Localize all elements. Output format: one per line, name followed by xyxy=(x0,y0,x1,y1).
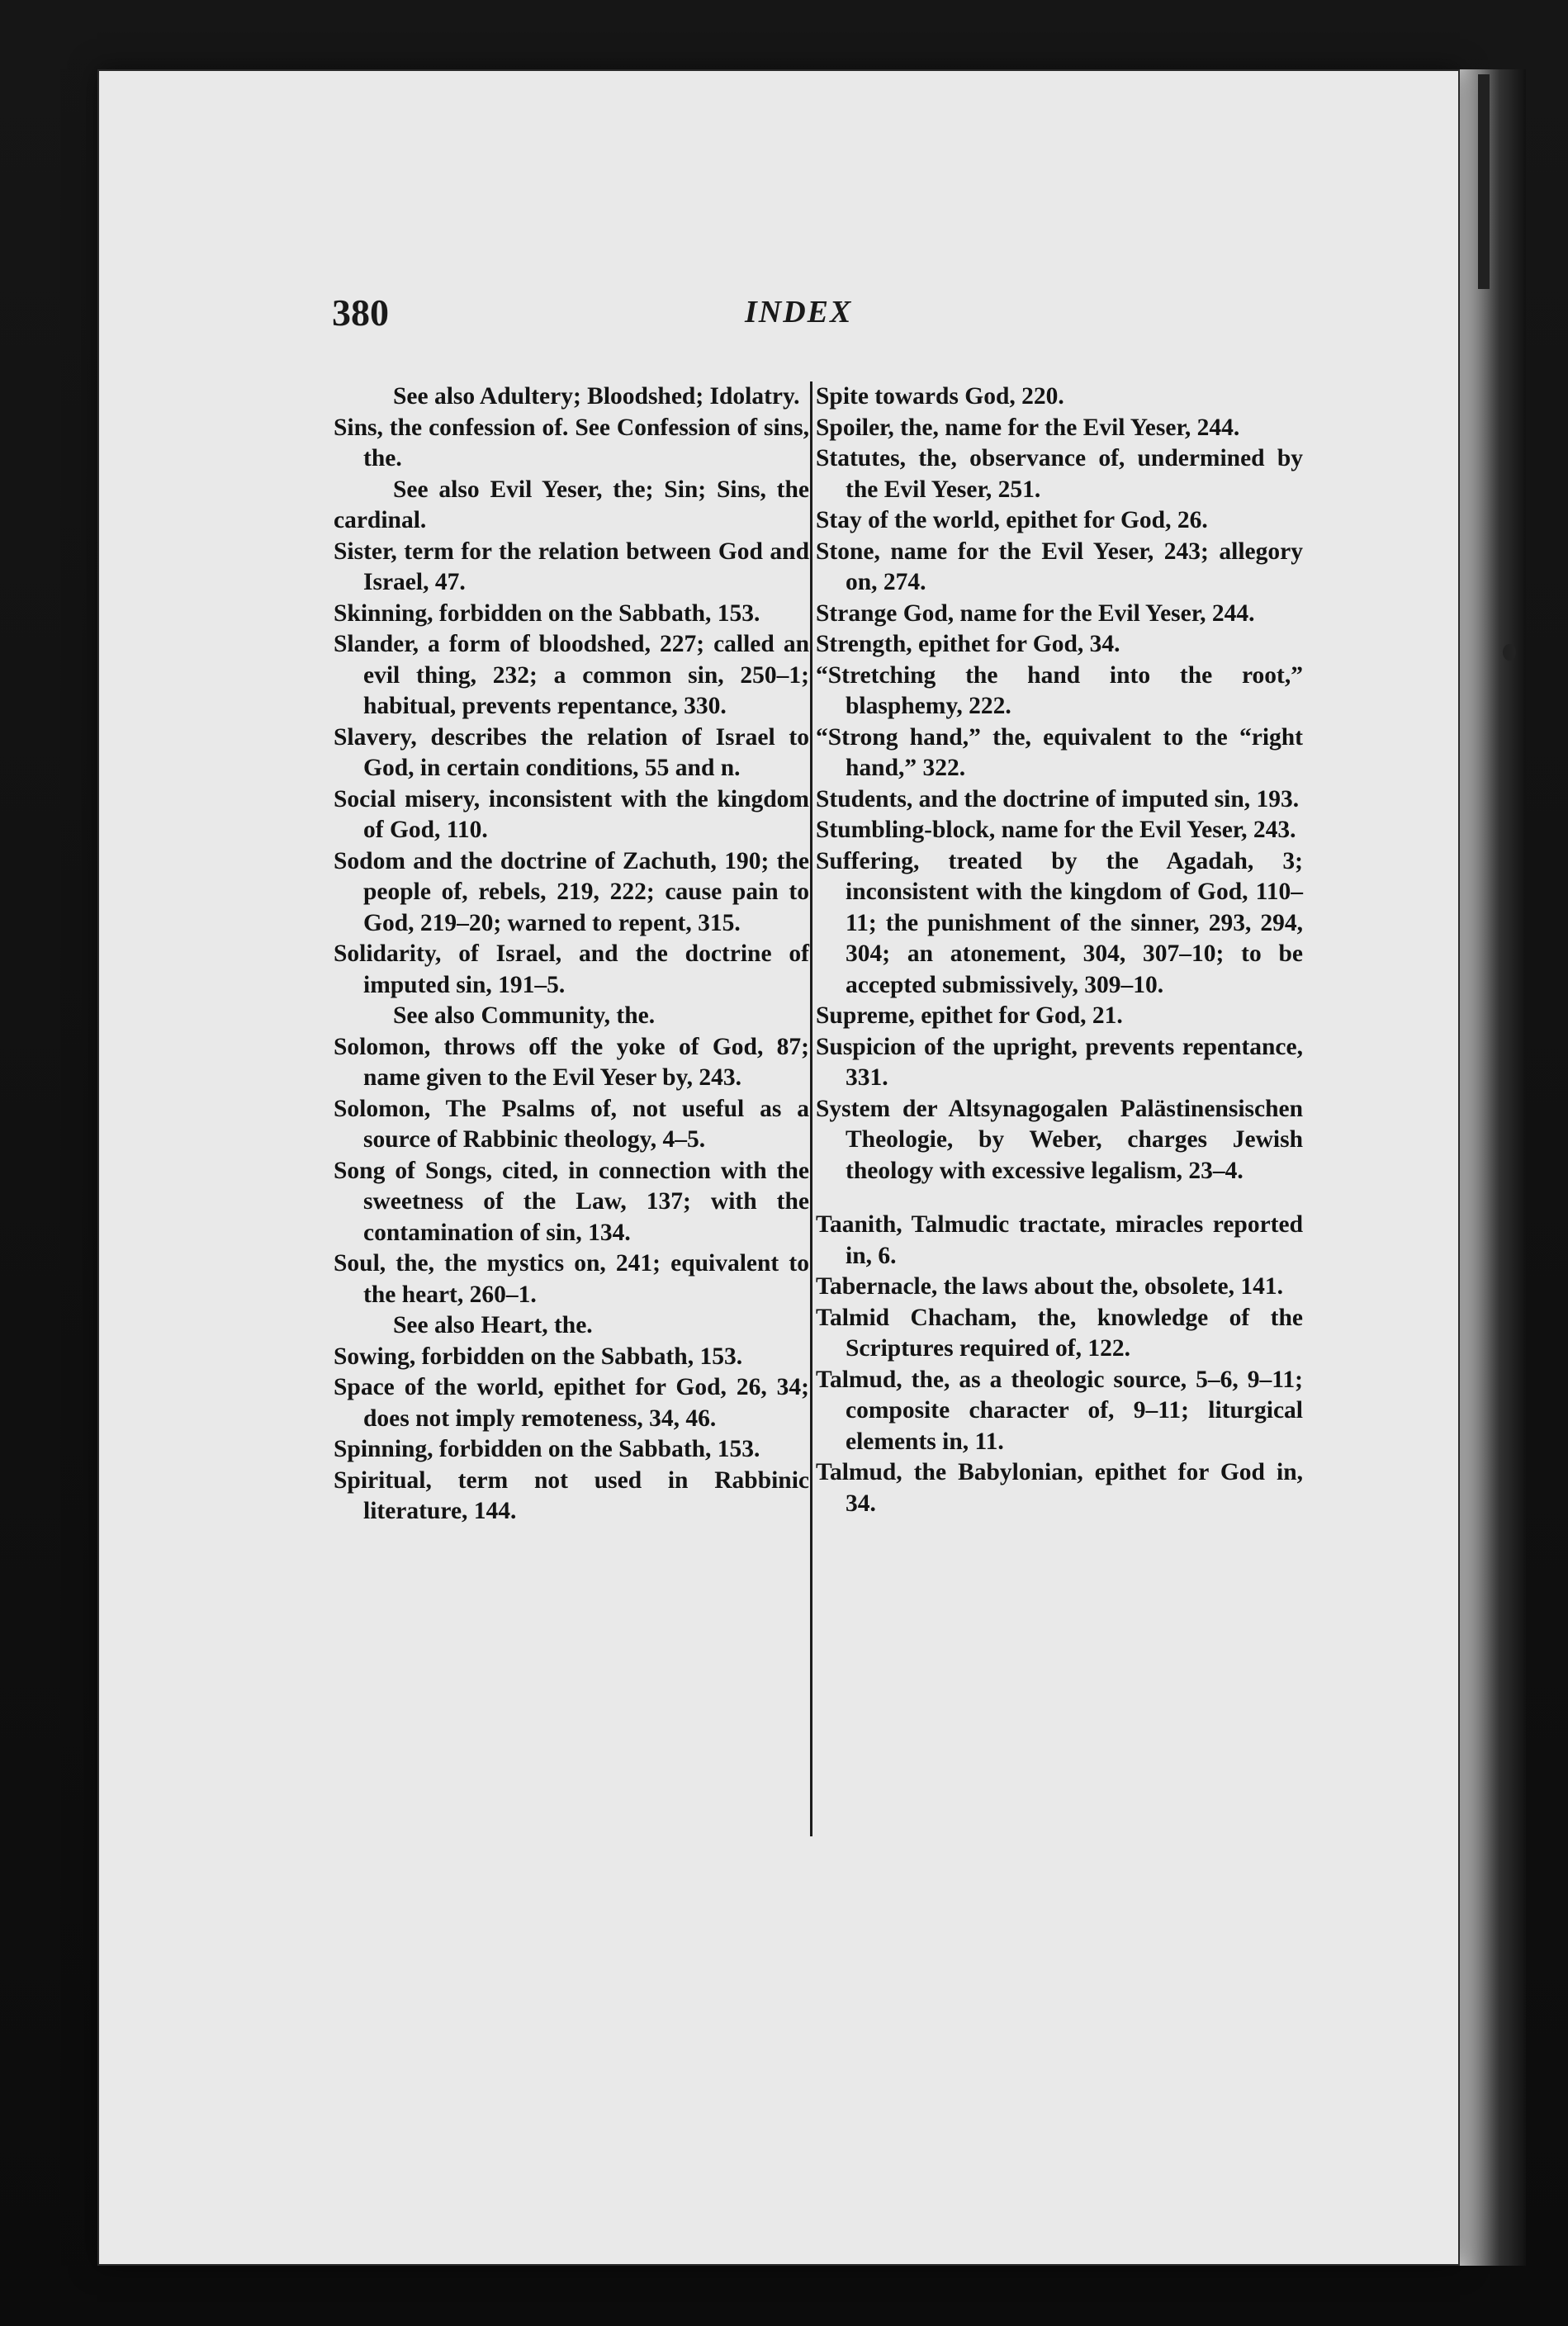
page-number: 380 xyxy=(332,291,389,334)
index-entry: Suspicion of the upright, prevents repentance, 331. xyxy=(816,1033,1303,1091)
index-entry: Slander, a form of bloodshed, 227; called an evil thing, 232; a common sin, 250–1; habitual, prevents repentance, 330. xyxy=(334,631,809,719)
index-entry: Space of the world, epithet for God, 26, 34; does not imply remoteness, 34, 46. xyxy=(334,1374,809,1432)
index-entry: Strength, epithet for God, 34. xyxy=(816,631,1120,657)
index-entry: Supreme, epithet for God, 21. xyxy=(816,1002,1123,1029)
page-header xyxy=(332,291,1306,348)
column-divider xyxy=(810,381,812,1836)
index-entry: Taanith, Talmudic tractate, miracles reported in, 6. xyxy=(816,1211,1303,1269)
index-entry: “Stretching the hand into the root,” blasphemy, 222. xyxy=(816,661,1303,719)
binding-edge xyxy=(1478,74,1490,289)
index-entry: Skinning, forbidden on the Sabbath, 153. xyxy=(334,599,760,627)
index-entry: Statutes, the, observance of, undermined by the Evil Yeser, 251. xyxy=(816,445,1303,503)
index-entry: Social misery, inconsistent with the kingdom of God, 110. xyxy=(334,785,809,843)
index-entry: Sins, the confession of. See Confession of sins, the. xyxy=(334,414,809,471)
index-cross-reference: See also Evil Yeser, the; Sin; Sins, the cardinal. xyxy=(334,476,809,533)
index-entry: Stone, name for the Evil Yeser, 243; allegory on, 274. xyxy=(816,538,1303,595)
section-gap xyxy=(816,1187,1303,1210)
index-entry: Sodom and the doctrine of Zachuth, 190; the people of, rebels, 219, 222; cause pain to God, 219–20; warned to repent, 315. xyxy=(334,847,809,936)
index-entry: Stumbling-block, name for the Evil Yeser, 243. xyxy=(816,817,1296,843)
page-edge-shadow xyxy=(1460,69,1526,2266)
index-entry: Slavery, describes the relation of Israel to God, in certain conditions, 55 and n. xyxy=(334,723,809,781)
index-cross-reference: See also Community, the. xyxy=(393,1002,656,1029)
index-entry: Talmid Chacham, the, knowledge of the Scriptures required of, 122. xyxy=(816,1304,1303,1362)
index-entry: Soul, the, the mystics on, 241; equivalent to the heart, 260–1. xyxy=(334,1250,809,1308)
index-entry: Spoiler, the, name for the Evil Yeser, 244. xyxy=(816,414,1240,441)
index-entry: Tabernacle, the laws about the, obsolete, 141. xyxy=(816,1273,1283,1300)
index-entry: Students, and the doctrine of imputed sin, 193. xyxy=(816,785,1300,812)
index-entry: Talmud, the, as a theologic source, 5–6, 9–11; composite character of, 9–11; liturgical elements in, 11. xyxy=(816,1366,1303,1455)
index-entry: Sowing, forbidden on the Sabbath, 153. xyxy=(334,1343,743,1370)
index-entry: Suffering, treated by the Agadah, 3; inconsistent with the kingdom of God, 110–11; the punishment of the sinner, 293, 294, 304; an atonement, 304, 307–10; to be accepted submissively, 309–10. xyxy=(816,847,1303,998)
index-entry: Spinning, forbidden on the Sabbath, 153. xyxy=(334,1436,760,1462)
index-entry: Solomon, The Psalms of, not useful as a source of Rabbinic theology, 4–5. xyxy=(334,1095,809,1153)
index-entry: Talmud, the Babylonian, epithet for God in, 34. xyxy=(816,1459,1303,1517)
index-entry: Spiritual, term not used in Rabbinic literature, 144. xyxy=(334,1466,809,1524)
index-entry: Song of Songs, cited, in connection with the sweetness of the Law, 137; with the contamination of sin, 134. xyxy=(334,1157,809,1246)
index-entry: Stay of the world, epithet for God, 26. xyxy=(816,507,1208,533)
index-entry: Strange God, name for the Evil Yeser, 244. xyxy=(816,599,1255,627)
index-entry: Solomon, throws off the yoke of God, 87; name given to the Evil Yeser by, 243. xyxy=(334,1033,809,1091)
index-entry: System der Altsynagogalen Palästinensischen Theologie, by Weber, charges Jewish theology with excessive legalism, 23–4. xyxy=(816,1095,1303,1184)
index-cross-reference: See also Heart, the. xyxy=(393,1312,593,1338)
index-cross-reference: See also Adultery; Bloodshed; Idolatry. xyxy=(393,383,800,410)
ink-speck xyxy=(1503,644,1516,661)
index-entry: Solidarity, of Israel, and the doctrine of imputed sin, 191–5. xyxy=(334,940,809,998)
index-entry: Sister, term for the relation between God and Israel, 47. xyxy=(334,538,809,595)
index-column-left xyxy=(334,381,809,1528)
index-entry: “Strong hand,” the, equivalent to the “right hand,” 322. xyxy=(816,723,1303,781)
running-head: INDEX xyxy=(745,295,853,329)
index-column-right xyxy=(816,381,1303,1519)
index-entry: Spite towards God, 220. xyxy=(816,383,1064,410)
